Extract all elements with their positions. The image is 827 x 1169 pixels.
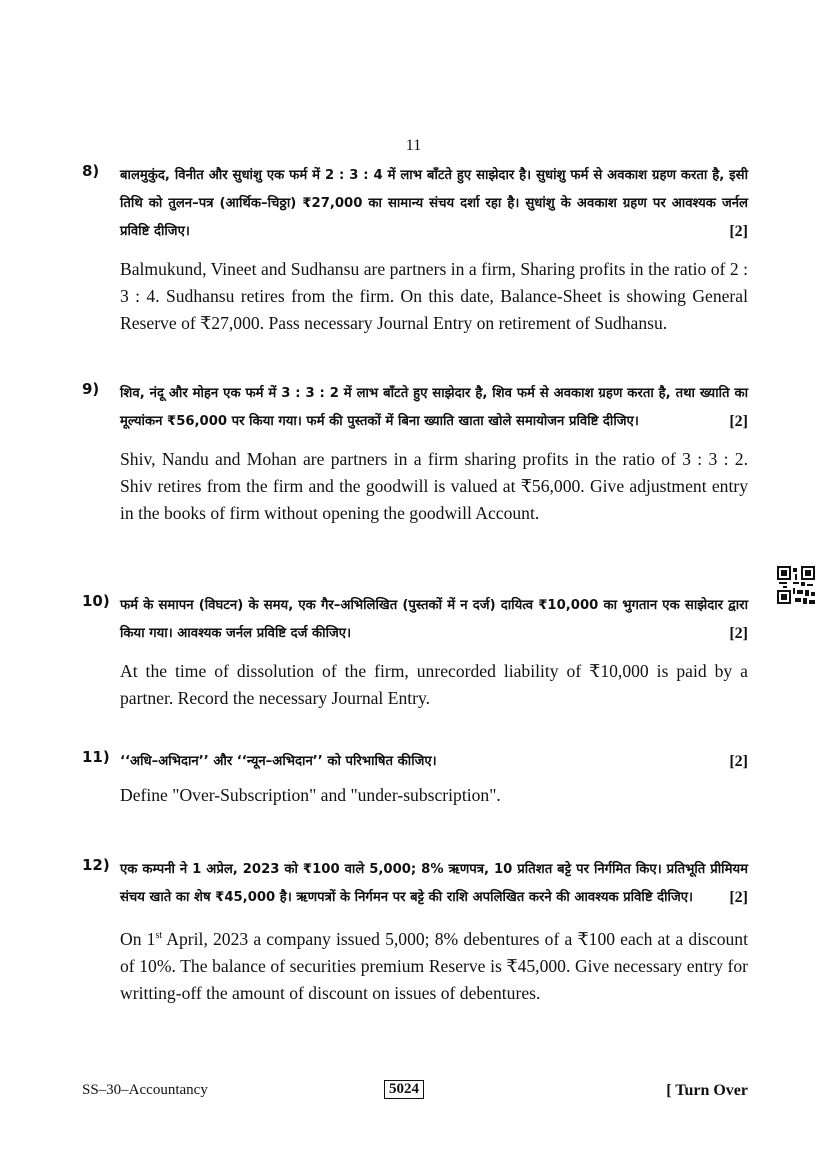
question-english-text: Balmukund, Vineet and Sudhansu are partners in a firm, Sharing profits in the ratio of 2 : 3 : 4. Sudhansu retires from the firm. On this date, Balance-Sheet is showing General Reserve of ₹27,000. Pass necessary Journal Entry on retirement of Sudhansu.: [120, 259, 748, 333]
paper-code-box: 5024: [384, 1080, 424, 1099]
page-number: 11: [405, 137, 422, 154]
question-10: [82, 592, 748, 712]
question-8: [82, 162, 748, 337]
marks: [2]: [729, 413, 748, 430]
question-english-text: Shiv, Nandu and Mohan are partners in a firm sharing profits in the ratio of 3 : 3 : 2. Shiv retires from the firm and the goodwill is valued at ₹56,000. Give adjustment entry in the books of firm without opening the goodwill Account.: [120, 449, 748, 523]
marks: [2]: [729, 753, 748, 770]
marks: [2]: [729, 223, 748, 240]
subject-code: SS–30–Accountancy: [82, 1082, 208, 1098]
question-9: [82, 380, 748, 527]
question-hindi-text: एक कम्पनी ने 1 अप्रेल, 2023 को ₹100 वाले 5,000; 8% ऋणपत्र, 10 प्रतिशत बट्टे पर निर्गमित किए। प्रतिभूति प्रीमियम संचय खाते का शेष ₹45,000 है। ऋणपत्रों के निर्गमन पर बट्टे की राशि अपलिखित करने की आवश्यक प्रविष्टि दीजिए। [2]: [120, 856, 748, 912]
question-hindi-text: शिव, नंदू और मोहन एक फर्म में 3 : 3 : 2 में लाभ बाँटते हुए साझेदार है, शिव फर्म से अवकाश ग्रहण करता है, तथा ख्याति का मूल्यांकन ₹56,000 पर किया गया। फर्म की पुस्तकों में बिना ख्याति खाता खोले समायोजन प्रविष्टि दीजिए। [2]: [120, 380, 748, 436]
question-number: 10): [82, 592, 110, 610]
question-english-text: At the time of dissolution of the firm, unrecorded liability of ₹10,000 is paid by a partner. Record the necessary Journal Entry.: [120, 661, 748, 708]
question-number: 12): [82, 856, 110, 874]
question-english-text: On 1st April, 2023 a company issued 5,000; 8% debentures of a ₹100 each at a discount of 10%. The balance of securities premium Reserve is ₹45,000. Give necessary entry for writting-off the amount of discount on issues of debentures.: [120, 928, 748, 1003]
question-12: [82, 856, 748, 1007]
question-english-text: Define "Over-Subscription" and "under-subscription".: [120, 785, 501, 805]
question-11: [82, 748, 748, 809]
question-number: 8): [82, 162, 100, 180]
question-hindi-text: बालमुकुंद, विनीत और सुधांशु एक फर्म में 2 : 3 : 4 में लाभ बाँटते हुए साझेदार है। सुधांशु फर्म से अवकाश ग्रहण करता है, इसी तिथि को तुलन–पत्र (आर्थिक–चिठ्ठा) ₹27,000 का सामान्य संचय दर्शा रहा है। सुधांशु के अवकाश ग्रहण पर आवश्यक जर्नल प्रविष्टि दीजिए। [2]: [120, 162, 748, 246]
qr-code: [777, 566, 815, 604]
turn-over-label: [ Turn Over: [666, 1082, 748, 1099]
page-footer: [82, 1080, 748, 1102]
question-hindi-text: फर्म के समापन (विघटन) के समय, एक गैर–अभिलिखित (पुस्तकों में न दर्ज) दायित्व ₹10,000 का भुगतान एक साझेदार द्वारा किया गया। आवश्यक जर्नल प्रविष्टि दर्ज कीजिए। [2]: [120, 592, 748, 648]
marks: [2]: [729, 889, 748, 906]
question-number: 9): [82, 380, 100, 398]
marks: [2]: [729, 625, 748, 642]
question-hindi-text: ‘‘अधि–अभिदान’’ और ‘‘न्यून–अभिदान’’ को परिभाषित कीजिए। [2]: [120, 748, 748, 776]
question-number: 11): [82, 748, 110, 766]
